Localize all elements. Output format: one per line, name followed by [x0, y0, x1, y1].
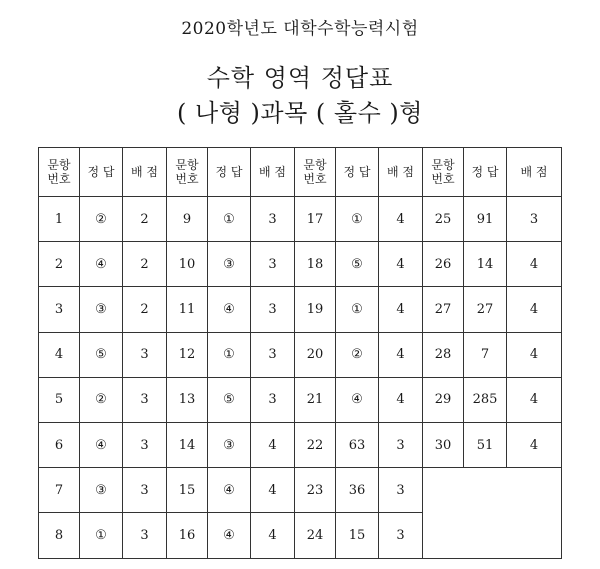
col-header-answer: 정 답	[80, 148, 123, 197]
col-header-number	[423, 148, 464, 197]
exam-title: 2020학년도 대학수학능력시험	[181, 19, 419, 39]
points-cell: 4	[379, 377, 423, 422]
answer-cell: ③	[208, 422, 251, 467]
col-header-number-line1: 문항	[431, 158, 455, 172]
points-cell: 4	[379, 197, 423, 242]
points-cell: 3	[123, 332, 167, 377]
col-header-number	[295, 148, 336, 197]
col-header-number-line2: 번호	[47, 172, 71, 186]
question-number-cell: 25	[423, 197, 464, 242]
points-cell: 4	[251, 513, 295, 558]
question-number-cell: 3	[39, 287, 80, 332]
col-header-answer: 정 답	[208, 148, 251, 197]
col-header-number-line2: 번호	[303, 172, 327, 186]
table-row	[39, 332, 562, 377]
table-row	[39, 287, 562, 332]
points-cell: 3	[507, 197, 562, 242]
col-header-number-line1: 문항	[175, 158, 199, 172]
points-cell: 2	[123, 287, 167, 332]
answer-cell: ③	[80, 468, 123, 513]
table-row	[39, 242, 562, 287]
points-cell: 4	[507, 287, 562, 332]
answer-cell: ①	[208, 332, 251, 377]
answer-cell: 63	[336, 422, 379, 467]
answer-cell: 7	[464, 332, 507, 377]
type-line	[0, 93, 600, 128]
answer-cell: 14	[464, 242, 507, 287]
points-cell: 3	[379, 513, 423, 558]
question-number-cell: 5	[39, 377, 80, 422]
points-cell: 4	[251, 422, 295, 467]
answer-cell: ④	[208, 287, 251, 332]
table-row	[39, 422, 562, 467]
answer-cell: 51	[464, 422, 507, 467]
question-number-cell: 14	[167, 422, 208, 467]
answer-cell: ①	[336, 287, 379, 332]
question-number-cell: 23	[295, 468, 336, 513]
points-cell: 3	[123, 468, 167, 513]
question-number-cell: 12	[167, 332, 208, 377]
answer-cell: ①	[336, 197, 379, 242]
points-cell: 3	[251, 377, 295, 422]
type-value: 나형	[195, 99, 243, 127]
subject-title: 수학 영역 정답표	[206, 64, 394, 92]
question-number-cell: 24	[295, 513, 336, 558]
answer-table	[38, 147, 562, 559]
points-cell: 3	[123, 422, 167, 467]
question-number-cell: 10	[167, 242, 208, 287]
points-cell: 4	[379, 242, 423, 287]
parity-value: 홀수	[333, 99, 382, 127]
points-cell: 3	[379, 422, 423, 467]
answer-cell: ④	[208, 468, 251, 513]
answer-cell: ⑤	[208, 377, 251, 422]
table-row	[39, 468, 562, 513]
col-header-answer: 정 답	[336, 148, 379, 197]
points-cell: 2	[123, 242, 167, 287]
question-number-cell: 18	[295, 242, 336, 287]
question-number-cell: 11	[167, 287, 208, 332]
answer-cell: ②	[80, 197, 123, 242]
col-header-answer: 정 답	[464, 148, 507, 197]
answer-cell: ②	[80, 377, 123, 422]
empty-cell	[423, 468, 562, 558]
points-cell: 4	[507, 242, 562, 287]
header-row	[39, 148, 562, 197]
question-number-cell: 7	[39, 468, 80, 513]
answer-cell: 91	[464, 197, 507, 242]
question-number-cell: 21	[295, 377, 336, 422]
points-cell: 4	[507, 332, 562, 377]
col-header-points: 배 점	[507, 148, 562, 197]
answer-cell: ⑤	[80, 332, 123, 377]
answer-cell: ③	[80, 287, 123, 332]
answer-cell: 15	[336, 513, 379, 558]
question-number-cell: 20	[295, 332, 336, 377]
question-number-cell: 17	[295, 197, 336, 242]
question-number-cell: 13	[167, 377, 208, 422]
answer-cell: 285	[464, 377, 507, 422]
col-header-number	[39, 148, 80, 197]
col-header-number-line2: 번호	[431, 172, 455, 186]
question-number-cell: 9	[167, 197, 208, 242]
points-cell: 3	[251, 332, 295, 377]
col-header-number	[167, 148, 208, 197]
type-open: (	[177, 99, 196, 127]
answer-body	[39, 197, 562, 559]
points-cell: 2	[123, 197, 167, 242]
table-row	[39, 197, 562, 242]
points-cell: 3	[251, 242, 295, 287]
answer-cell: 36	[336, 468, 379, 513]
col-header-number-line1: 문항	[303, 158, 327, 172]
answer-cell: ④	[208, 513, 251, 558]
points-cell: 3	[251, 287, 295, 332]
question-number-cell: 29	[423, 377, 464, 422]
type-mid: )과목 (	[242, 99, 334, 127]
question-number-cell: 27	[423, 287, 464, 332]
answer-cell: ④	[336, 377, 379, 422]
points-cell: 3	[123, 513, 167, 558]
col-header-points: 배 점	[379, 148, 423, 197]
col-header-points: 배 점	[123, 148, 167, 197]
answer-cell: ④	[80, 242, 123, 287]
answer-cell: ⑤	[336, 242, 379, 287]
points-cell: 3	[379, 468, 423, 513]
question-number-cell: 8	[39, 513, 80, 558]
question-number-cell: 1	[39, 197, 80, 242]
answer-cell: ④	[80, 422, 123, 467]
question-number-cell: 15	[167, 468, 208, 513]
col-header-number-line1: 문항	[47, 158, 71, 172]
question-number-cell: 19	[295, 287, 336, 332]
points-cell: 3	[123, 377, 167, 422]
points-cell: 4	[507, 422, 562, 467]
col-header-number-line2: 번호	[175, 172, 199, 186]
question-number-cell: 28	[423, 332, 464, 377]
points-cell: 4	[251, 468, 295, 513]
points-cell: 3	[251, 197, 295, 242]
type-close: )형	[381, 99, 423, 127]
points-cell: 4	[379, 287, 423, 332]
answer-cell: ①	[80, 513, 123, 558]
question-number-cell: 26	[423, 242, 464, 287]
question-number-cell: 30	[423, 422, 464, 467]
col-header-points: 배 점	[251, 148, 295, 197]
answer-cell: ①	[208, 197, 251, 242]
answer-cell: ②	[336, 332, 379, 377]
question-number-cell: 22	[295, 422, 336, 467]
points-cell: 4	[507, 377, 562, 422]
question-number-cell: 2	[39, 242, 80, 287]
question-number-cell: 6	[39, 422, 80, 467]
question-number-cell: 16	[167, 513, 208, 558]
table-row	[39, 377, 562, 422]
answer-cell: ③	[208, 242, 251, 287]
question-number-cell: 4	[39, 332, 80, 377]
answer-cell: 27	[464, 287, 507, 332]
points-cell: 4	[379, 332, 423, 377]
